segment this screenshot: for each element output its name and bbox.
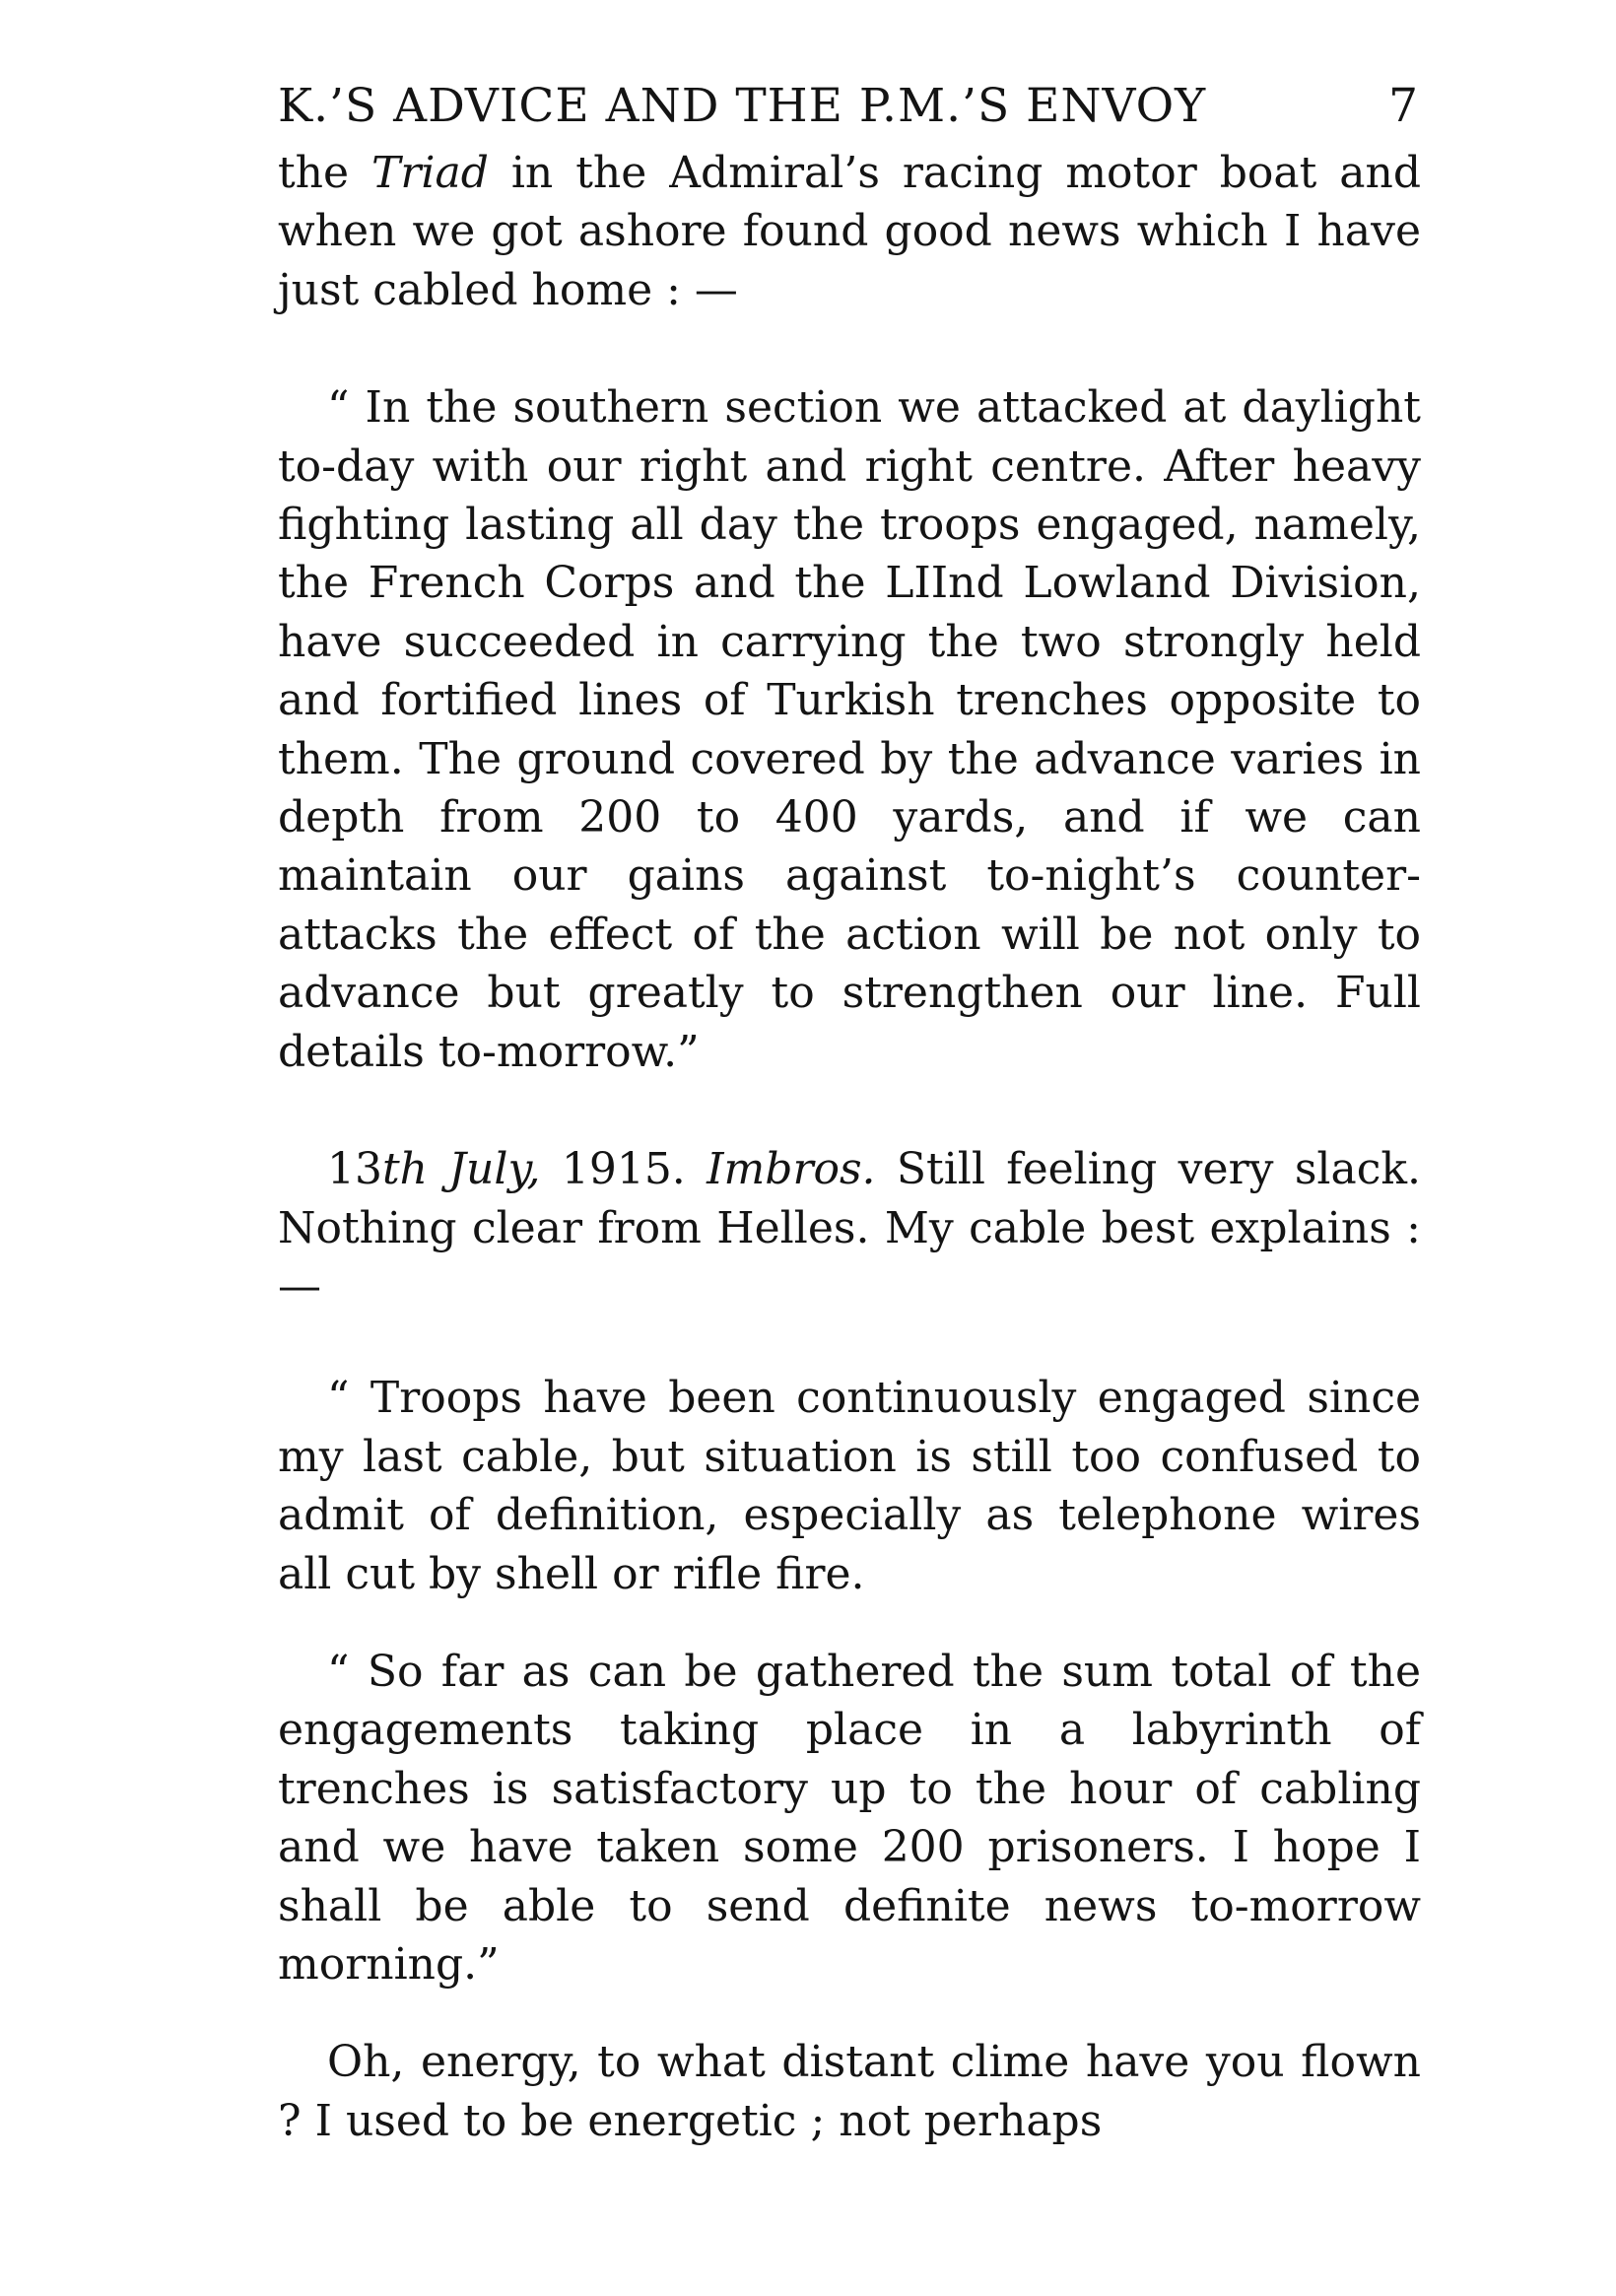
entry-text: Still feeling very slack. Nothing clear from Helles. My cable best explains : — (278, 1144, 1422, 1312)
text-run: in the Admiral’s racing motor boat and when we got ashore found good news which I have just cabled home : — (278, 148, 1421, 315)
entry-day-suffix: th (382, 1144, 429, 1195)
entry-month: July, (448, 1144, 541, 1195)
page-number: 7 (1388, 79, 1419, 133)
paragraph-triad (278, 144, 1421, 319)
book-page (278, 69, 1421, 2150)
quoted-cable-southern-section: “ In the southern section we attacked at daylight to-day with our right and right centre. After heavy fighting lasting all day the troops engaged, namely, the French Corps and the LIInd Lowland Division, have succeeded in carrying the two strongly held and fortified lines of Turkish trenches opposite to them. The ground covered by the advance varies in depth from 200 to 400 yards, and if we can maintain our gains against to-night’s counter-attacks the effect of the action will be not only to advance but greatly to strengthen our line. Full details to-morrow.” (278, 382, 1421, 1077)
entry-day: 13 (327, 1144, 382, 1195)
entry-year: 1915. (540, 1144, 707, 1195)
quoted-cable-sum-total: “ So far as can be gathered the sum total of the engagements taking place in a labyrinth of trenches is satisfactory up to the hour of cabling and we have taken some 200 prisoners. I hope I shall be able to send definite news to-morrow morning.” (278, 1646, 1421, 1990)
diary-entry-13-july (278, 1140, 1421, 1316)
paragraph-energy: Oh, energy, to what distant clime have you flown ? I used to be energetic ; not perhaps (278, 2037, 1421, 2146)
text-run: the (278, 148, 372, 198)
running-head (278, 69, 1421, 144)
ship-name: Triad (371, 148, 489, 198)
running-head-title: K.’S ADVICE AND THE P.M.’S ENVOY (278, 79, 1207, 133)
entry-place: Imbros. (707, 1144, 876, 1195)
quoted-cable-troops: “ Troops have been continuously engaged since my last cable, but situation is still too confused to admit of definition, especially as telephone wires all cut by shell or rifle fire. (278, 1373, 1421, 1599)
